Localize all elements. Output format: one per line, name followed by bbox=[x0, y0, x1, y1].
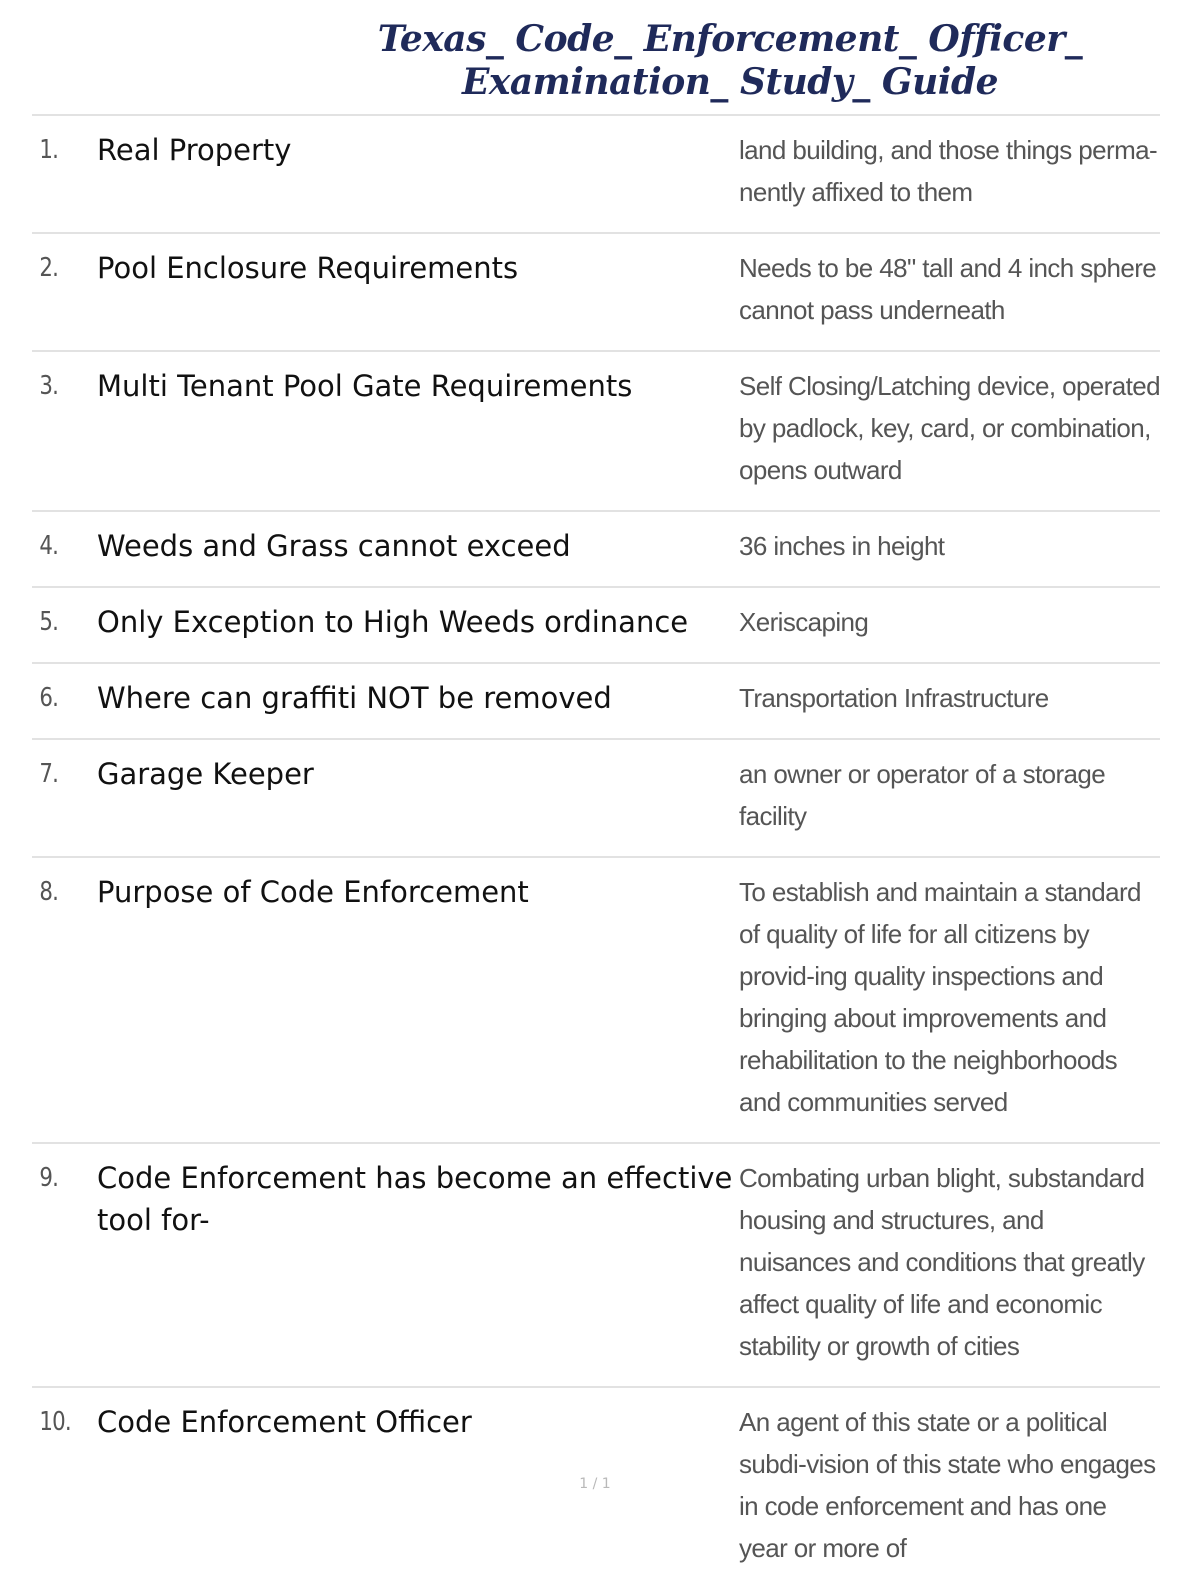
item-definition: Needs to be 48" tall and 4 inch sphere cannot pass underneath bbox=[739, 253, 1157, 325]
item-term: Multi Tenant Pool Gate Requirements bbox=[97, 369, 633, 403]
list-item bbox=[32, 740, 1160, 858]
flashcard-list bbox=[32, 116, 1160, 1588]
item-term: Real Property bbox=[97, 133, 292, 167]
page-indicator: 1 / 1 bbox=[579, 1476, 611, 1492]
document-title: Texas_ Code_ Enforcement_ Officer_ Examination_ Study_ Guide bbox=[377, 18, 1083, 103]
item-number: 2. bbox=[39, 253, 59, 283]
list-item bbox=[32, 352, 1160, 512]
item-definition: land building, and those things perma-nently affixed to them bbox=[739, 135, 1158, 207]
list-item bbox=[32, 664, 1160, 740]
item-definition: Transportation Infrastructure bbox=[739, 683, 1049, 713]
item-number: 8. bbox=[39, 877, 59, 907]
item-term: Pool Enclosure Requirements bbox=[97, 251, 519, 285]
item-definition: Self Closing/Latching device, operated by padlock, key, card, or combination, opens outward bbox=[739, 371, 1160, 485]
item-definition: An agent of this state or a political subdi-vision of this state who engages in code enforcement and has one year or more of bbox=[739, 1407, 1156, 1563]
item-term: Purpose of Code Enforcement bbox=[97, 875, 529, 909]
item-number: 9. bbox=[39, 1163, 59, 1193]
item-definition: an owner or operator of a storage facility bbox=[739, 759, 1106, 831]
item-term: Weeds and Grass cannot exceed bbox=[97, 529, 571, 563]
item-number: 5. bbox=[39, 607, 59, 637]
item-term: Where can graffiti NOT be removed bbox=[97, 681, 612, 715]
item-number: 3. bbox=[39, 371, 59, 401]
item-term: Garage Keeper bbox=[97, 757, 314, 791]
item-number: 10. bbox=[39, 1407, 71, 1437]
item-definition: Combating urban blight, substandard housing and structures, and nuisances and conditions that greatly affect quality of life and economic stability or growth of cities bbox=[739, 1163, 1145, 1361]
item-term: Code Enforcement has become an effective tool for- bbox=[97, 1161, 733, 1237]
item-number: 1. bbox=[39, 135, 59, 165]
list-item bbox=[32, 1144, 1160, 1388]
list-item bbox=[32, 588, 1160, 664]
item-definition: 36 inches in height bbox=[739, 531, 945, 561]
item-number: 6. bbox=[39, 683, 59, 713]
item-definition: To establish and maintain a standard of quality of life for all citizens by provid-ing quality inspections and bringing about improvements and rehabilitation to the neighborhoods and communities served bbox=[739, 877, 1141, 1117]
list-item bbox=[32, 116, 1160, 234]
list-item bbox=[32, 512, 1160, 588]
item-term: Only Exception to High Weeds ordinance bbox=[97, 605, 689, 639]
list-item bbox=[32, 858, 1160, 1144]
item-number: 4. bbox=[39, 531, 59, 561]
item-number: 7. bbox=[39, 759, 59, 789]
item-definition: Xeriscaping bbox=[739, 607, 869, 637]
list-item bbox=[32, 234, 1160, 352]
item-term: Code Enforcement Officer bbox=[97, 1405, 472, 1439]
